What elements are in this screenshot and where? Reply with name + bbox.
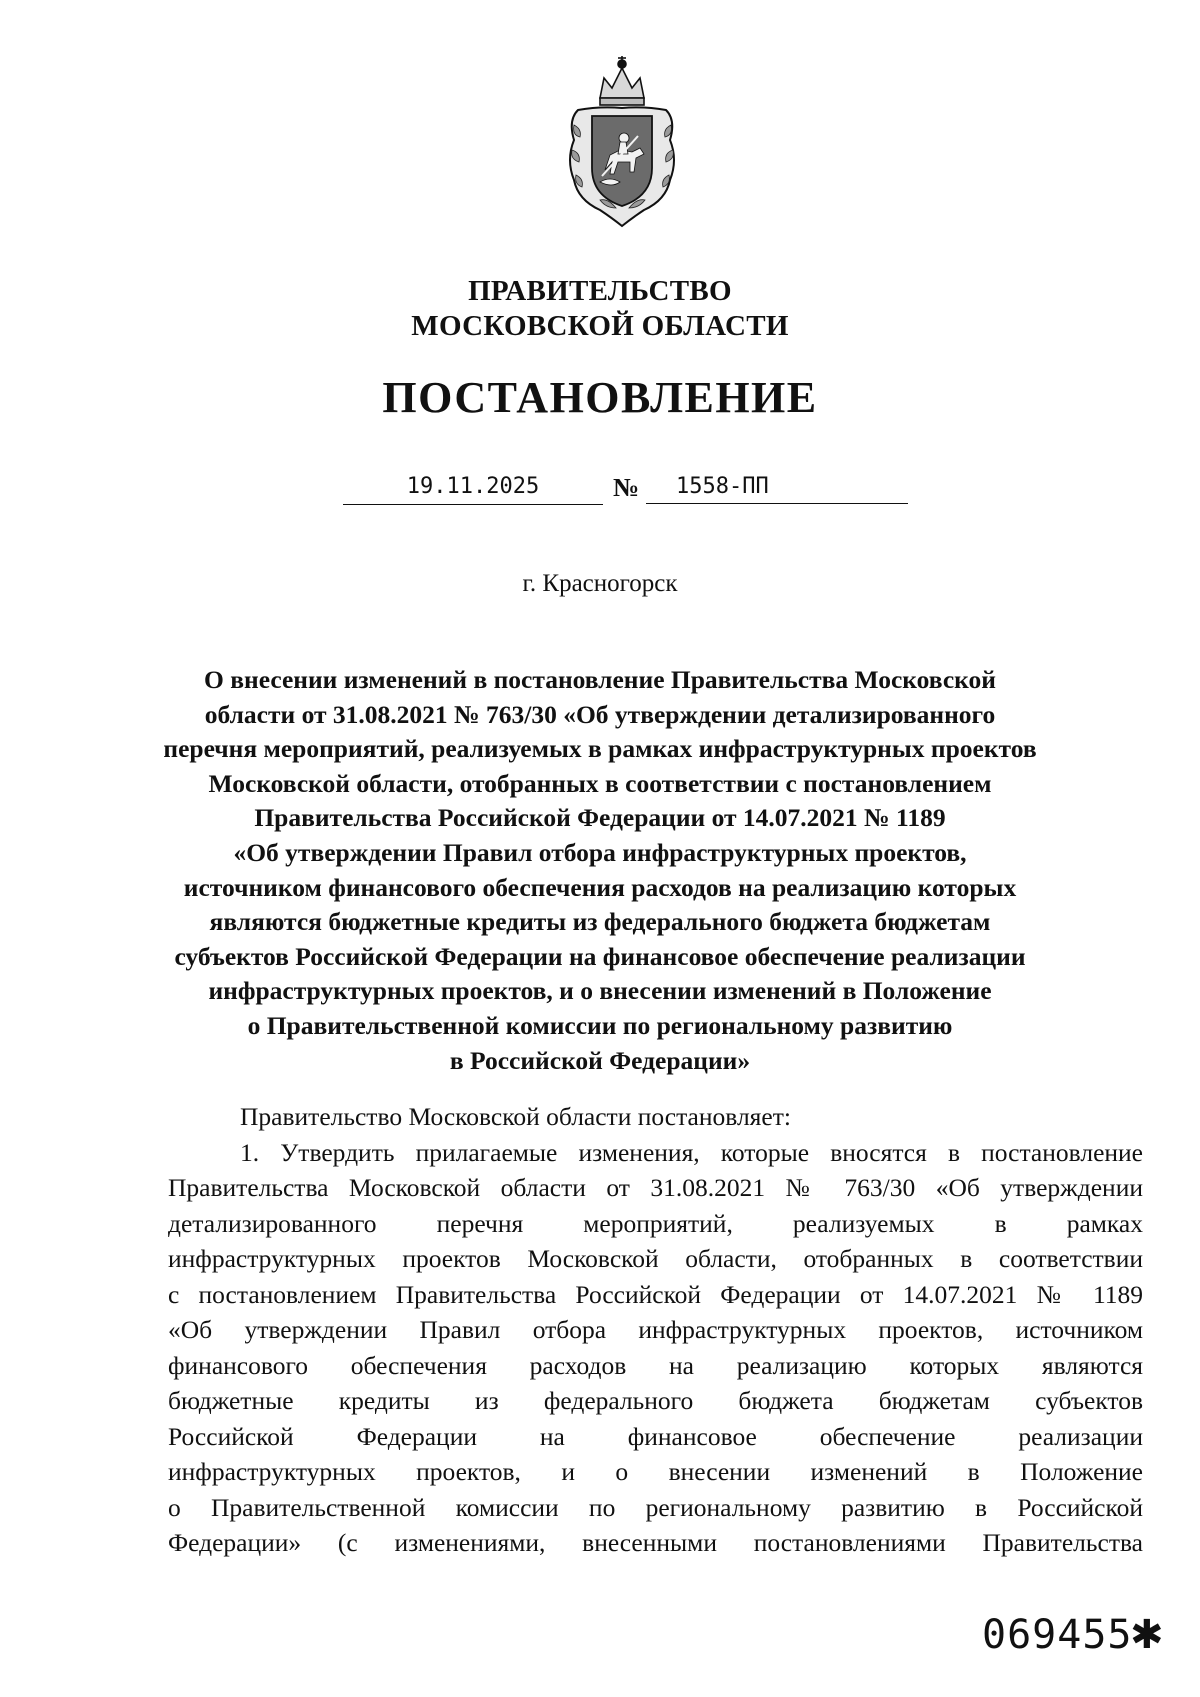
body-line: инфраструктурных проектов Московской области, отобранных в соответствии	[168, 1244, 1143, 1273]
body-line: Федерации» (с изменениями, внесенными постановлениями Правительства	[168, 1528, 1143, 1557]
document-title	[160, 663, 1040, 1078]
body-line: с постановлением Правительства Российской Федерации от 14.07.2021 № 1189	[168, 1279, 1143, 1309]
number-sign: №	[613, 473, 640, 502]
body-line: о Правительственной комиссии по региональному развитию в Российской	[168, 1492, 1143, 1522]
document-body	[168, 1099, 1143, 1561]
body-line: Российской Федерации на финансовое обеспечение реализации	[168, 1421, 1143, 1451]
title-line: субъектов Российской Федерации на финансовое обеспечение реализации	[174, 941, 1026, 971]
document-number: 1558-ПП	[646, 470, 908, 504]
body-line: детализированного перечня мероприятий, реализуемых в рамках	[168, 1208, 1143, 1238]
body-line: финансового обеспечения расходов на реализацию которых являются	[168, 1350, 1143, 1380]
government-name-line1: ПРАВИТЕЛЬСТВО	[468, 275, 732, 307]
document-date: 19.11.2025	[343, 470, 603, 505]
body-line: бюджетные кредиты из федерального бюджета бюджетам субъектов	[168, 1386, 1143, 1415]
body-line: Правительство Московской области постановляет:	[240, 1102, 791, 1131]
title-line: «Об утверждении Правил отбора инфраструктурных проектов,	[233, 837, 967, 867]
title-line: являются бюджетные кредиты из федерального бюджета бюджетам	[209, 907, 991, 937]
title-line: Московской области, отобранных в соответствии с постановлением	[208, 768, 992, 798]
body-line: «Об утверждении Правил отбора инфраструктурных проектов, источником	[168, 1315, 1143, 1344]
title-line: перечня мероприятий, реализуемых в рамках инфраструктурных проектов	[163, 734, 1037, 764]
title-line: области от 31.08.2021 № 763/30 «Об утверждении детализированного	[204, 699, 996, 729]
coat-of-arms-icon	[560, 50, 685, 230]
form-serial-number: 069455	[982, 1612, 1133, 1658]
title-line: источником финансового обеспечения расходов на реализацию которых	[183, 872, 1017, 902]
body-line: инфраструктурных проектов, и о внесении изменений в Положение	[168, 1457, 1143, 1486]
document-type-heading: ПОСТАНОВЛЕНИЕ	[382, 373, 818, 422]
title-line: Правительства Российской Федерации от 14.07.2021 № 1189	[254, 803, 946, 833]
body-line: 1. Утвердить прилагаемые изменения, которые вносятся в постановление	[240, 1137, 1143, 1167]
title-line: в Российской Федерации»	[449, 1045, 751, 1075]
title-line: о Правительственной комиссии по региональному развитию	[247, 1010, 953, 1040]
title-line: инфраструктурных проектов, и о внесении изменений в Положение	[208, 976, 992, 1006]
body-line: Правительства Московской области от 31.08.2021 № 763/30 «Об утверждении	[168, 1173, 1143, 1202]
date-number-line	[0, 470, 1200, 510]
title-line: О внесении изменений в постановление Правительства Московской	[204, 665, 996, 694]
city-line: г. Красногорск	[522, 570, 678, 597]
government-name-line2: МОСКОВСКОЙ ОБЛАСТИ	[411, 310, 789, 342]
asterisk-icon: ✱	[1130, 1612, 1164, 1658]
